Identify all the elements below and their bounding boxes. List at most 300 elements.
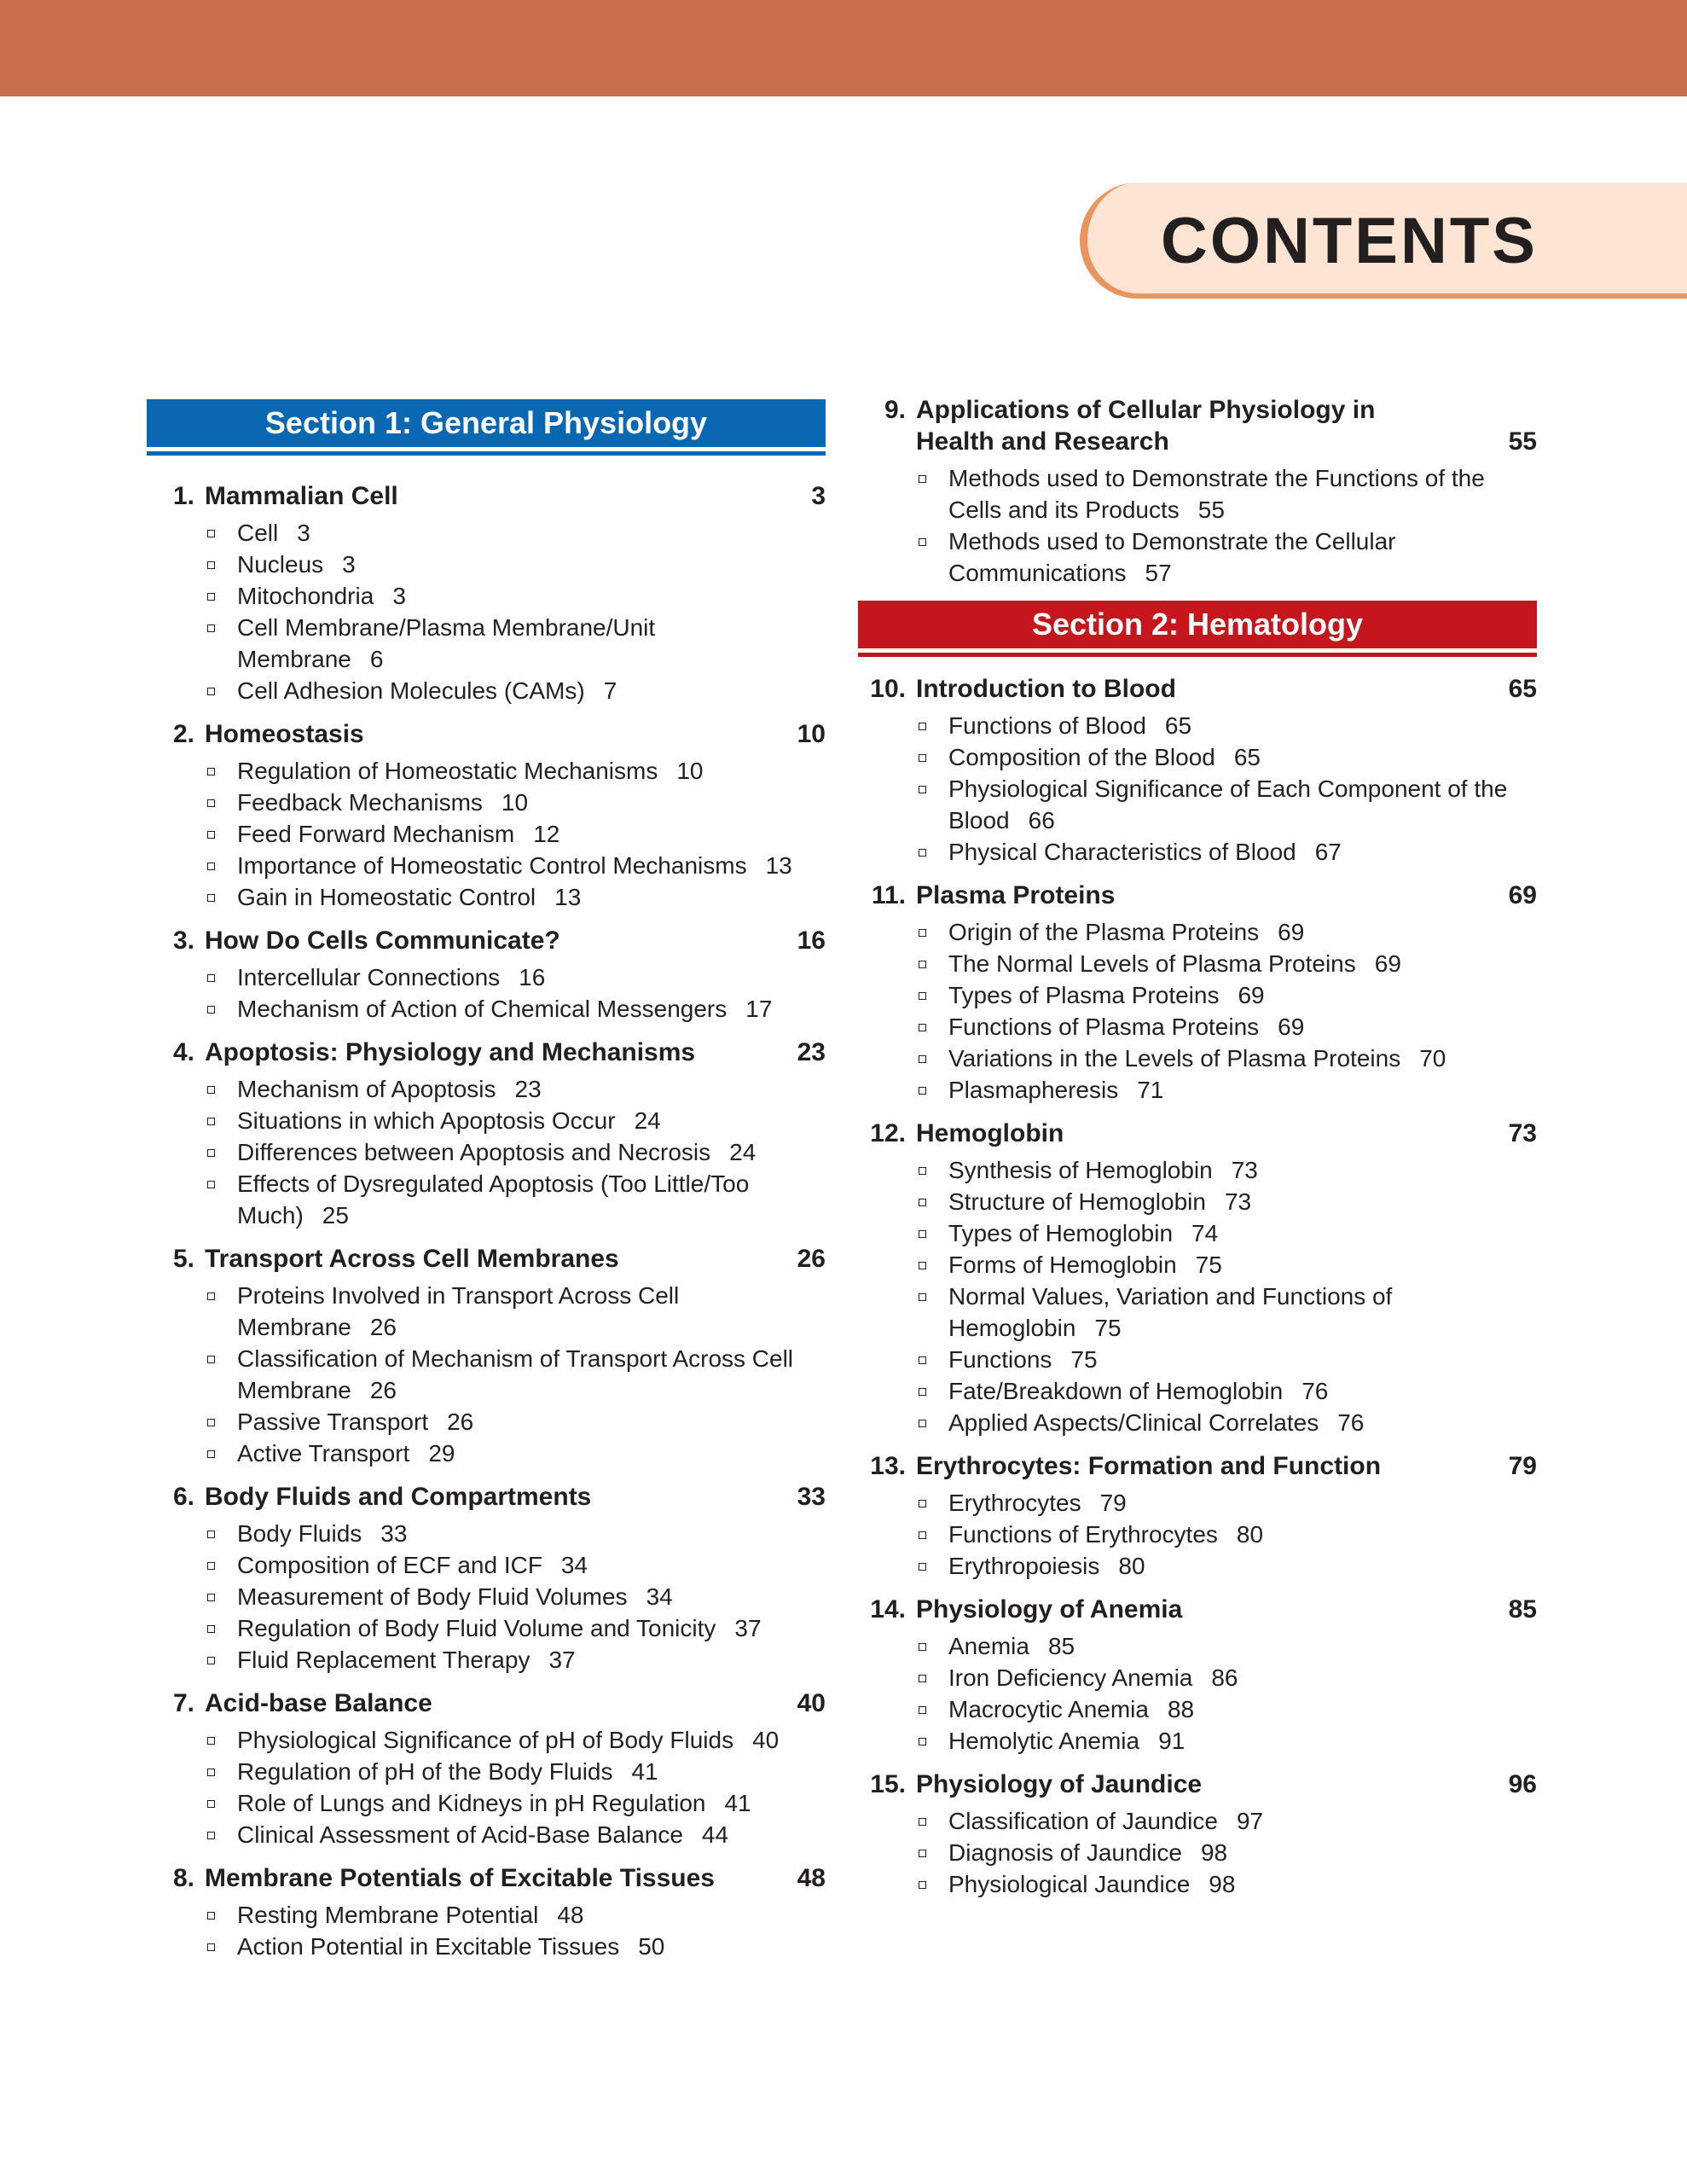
toc-chapter — [858, 1594, 1537, 1757]
topic-title: Functions of Plasma Proteins — [948, 1014, 1260, 1040]
toc-chapter — [147, 1481, 826, 1676]
topic-item[interactable] — [916, 1487, 1537, 1519]
chapter-page-number: 69 — [1508, 881, 1537, 909]
topic-item[interactable] — [916, 1154, 1537, 1186]
topic-page-number: 69 — [1374, 950, 1401, 977]
chapter-number: 5. — [172, 1245, 194, 1273]
topic-page-number: 34 — [560, 1552, 588, 1578]
toc-chapter — [858, 1769, 1537, 1900]
chapter-heading[interactable] — [147, 1243, 826, 1275]
chapter-heading[interactable] — [147, 925, 826, 956]
topic-item[interactable] — [205, 755, 826, 787]
topic-page-number: 24 — [634, 1107, 661, 1134]
chapter-page-number: 96 — [1508, 1770, 1537, 1798]
square-bullet-icon — [919, 992, 926, 1000]
chapter-number: 10. — [870, 675, 906, 703]
chapter-page-number: 85 — [1508, 1595, 1537, 1623]
topic-title: Regulation of Homeostatic Mechanisms — [237, 758, 658, 784]
topic-item[interactable] — [205, 1518, 826, 1549]
chapter-page-number: 55 — [1508, 427, 1537, 456]
topic-page-number: 97 — [1236, 1808, 1264, 1834]
topic-title: Macrocytic Anemia — [948, 1696, 1149, 1722]
topic-item[interactable] — [916, 979, 1537, 1011]
topic-title: Fluid Replacement Therapy — [237, 1647, 530, 1673]
chapter-number: 4. — [172, 1038, 194, 1066]
topic-page-number: 65 — [1164, 712, 1192, 739]
topic-page-number: 26 — [369, 1314, 397, 1340]
square-bullet-icon — [919, 1388, 926, 1396]
square-bullet-icon — [919, 1881, 926, 1889]
topic-title: Functions — [948, 1346, 1052, 1373]
topic-page-number: 79 — [1099, 1490, 1127, 1516]
square-bullet-icon — [919, 1024, 926, 1031]
square-bullet-icon — [207, 1943, 215, 1951]
topic-item[interactable] — [916, 526, 1537, 589]
topic-page-number: 73 — [1231, 1157, 1258, 1183]
chapter-number: 3. — [172, 926, 194, 955]
topic-title: Functions of Blood — [948, 712, 1146, 739]
topic-title: Fate/Breakdown of Hemoglobin — [948, 1378, 1284, 1404]
topic-item[interactable] — [205, 993, 826, 1025]
chapter-title: Membrane Potentials of Excitable Tissues — [205, 1864, 715, 1892]
square-bullet-icon — [207, 1800, 215, 1808]
chapter-title: Mammalian Cell — [205, 482, 398, 510]
toc-chapter — [147, 1243, 826, 1469]
topic-item[interactable] — [205, 1105, 826, 1136]
chapter-number: 9. — [884, 396, 906, 424]
chapter-page-number: 73 — [1508, 1119, 1537, 1147]
topic-title: Regulation of pH of the Body Fluids — [237, 1758, 613, 1785]
topic-page-number: 66 — [1028, 807, 1055, 834]
topic-item[interactable] — [916, 1837, 1537, 1868]
topic-title: Mechanism of Apoptosis — [237, 1076, 496, 1102]
topic-list — [147, 961, 826, 1025]
square-bullet-icon — [919, 1293, 926, 1301]
square-bullet-icon — [919, 1563, 926, 1571]
topic-title: Normal Values, Variation and Functions of Hemoglobin — [948, 1283, 1393, 1341]
topic-title: Methods used to Demonstrate the Cellular Communications — [948, 528, 1396, 586]
square-bullet-icon — [919, 538, 926, 546]
toc-chapter — [147, 718, 826, 913]
square-bullet-icon — [207, 1625, 215, 1633]
topic-title: Mechanism of Action of Chemical Messengers — [237, 996, 728, 1022]
topic-title: Resting Membrane Potential — [237, 1902, 539, 1928]
chapter-number: 11. — [871, 881, 906, 909]
topic-item[interactable] — [205, 1406, 826, 1438]
right-chapter-list — [858, 673, 1537, 1900]
chapter-page-number: 33 — [797, 1483, 826, 1511]
square-bullet-icon — [207, 1594, 215, 1601]
chapter-heading[interactable] — [147, 1862, 826, 1894]
square-bullet-icon — [919, 1230, 926, 1238]
topic-page-number: 67 — [1314, 839, 1342, 865]
section-banner-general-physiology: Section 1: General Physiology — [147, 399, 826, 451]
topic-title: Cell Adhesion Molecules (CAMs) — [237, 677, 585, 704]
square-bullet-icon — [207, 1450, 215, 1458]
square-bullet-icon — [207, 688, 215, 695]
topic-page-number: 69 — [1238, 982, 1265, 1008]
topic-page-number: 75 — [1070, 1346, 1098, 1373]
square-bullet-icon — [919, 475, 926, 483]
topic-title: Role of Lungs and Kidneys in pH Regulation — [237, 1790, 706, 1816]
chapter-page-number: 10 — [797, 720, 826, 748]
topic-page-number: 7 — [603, 677, 617, 704]
square-bullet-icon — [207, 1912, 215, 1920]
topic-item[interactable] — [916, 710, 1537, 741]
chapter-page-number: 65 — [1508, 675, 1537, 703]
topic-page-number: 10 — [676, 758, 704, 784]
topic-item[interactable] — [916, 1693, 1537, 1725]
topic-item[interactable] — [205, 1899, 826, 1931]
topic-item[interactable] — [205, 881, 826, 913]
chapter-heading[interactable] — [147, 1037, 826, 1068]
square-bullet-icon — [919, 1675, 926, 1682]
topic-page-number: 57 — [1145, 560, 1172, 586]
topic-title: Applied Aspects/Clinical Correlates — [948, 1409, 1319, 1436]
topic-title: Variations in the Levels of Plasma Proteins — [948, 1045, 1401, 1072]
topic-title: Mitochondria — [237, 583, 374, 609]
square-bullet-icon — [207, 1006, 215, 1014]
page-title: CONTENTS — [1161, 205, 1538, 277]
topic-list — [858, 1805, 1537, 1900]
square-bullet-icon — [207, 863, 215, 870]
topic-item[interactable] — [205, 1136, 826, 1168]
square-bullet-icon — [919, 1167, 926, 1175]
chapter-title: Physiology of Anemia — [916, 1595, 1183, 1623]
toc-chapter — [147, 925, 826, 1025]
topic-page-number: 75 — [1195, 1252, 1222, 1278]
topic-title: Methods used to Demonstrate the Functions of the Cells and its Products — [948, 465, 1485, 523]
topic-list — [147, 755, 826, 913]
square-bullet-icon — [207, 831, 215, 839]
topic-title: Classification of Mechanism of Transport Across Cell Membrane — [237, 1345, 794, 1403]
topic-title: Differences between Apoptosis and Necrosis — [237, 1139, 711, 1165]
chapter-title: Hemoglobin — [916, 1119, 1064, 1147]
square-bullet-icon — [919, 786, 926, 793]
topic-item[interactable] — [205, 1168, 826, 1231]
chapter-number: 7. — [172, 1689, 194, 1717]
topic-item[interactable] — [205, 1280, 826, 1343]
topic-title: Active Transport — [237, 1440, 410, 1467]
topic-list — [147, 1073, 826, 1231]
topic-item[interactable] — [205, 1724, 826, 1756]
topic-list — [858, 1630, 1537, 1757]
topic-list — [147, 1518, 826, 1676]
topic-page-number: 26 — [447, 1409, 474, 1435]
topic-title: Synthesis of Hemoglobin — [948, 1157, 1213, 1183]
chapter-page-number: 16 — [797, 926, 826, 955]
topic-page-number: 75 — [1094, 1315, 1122, 1341]
topic-list — [147, 1899, 826, 1962]
chapter-title: Acid-base Balance — [205, 1689, 432, 1717]
topic-item[interactable] — [205, 1343, 826, 1406]
topic-list — [147, 1280, 826, 1469]
chapter-title: Homeostasis — [205, 720, 364, 748]
topic-item[interactable] — [916, 1630, 1537, 1662]
topic-page-number: 88 — [1167, 1696, 1195, 1722]
chapter-heading[interactable] — [147, 480, 826, 512]
topic-title: Composition of the Blood — [948, 744, 1215, 770]
chapter-title: Physiology of Jaundice — [916, 1770, 1203, 1798]
topic-page-number: 13 — [554, 884, 582, 910]
topic-page-number: 12 — [533, 821, 560, 847]
topic-item[interactable] — [916, 1550, 1537, 1582]
square-bullet-icon — [207, 593, 215, 601]
topic-page-number: 73 — [1224, 1188, 1252, 1215]
topic-page-number: 69 — [1278, 919, 1305, 945]
topic-page-number: 40 — [752, 1727, 780, 1753]
topic-item[interactable] — [205, 612, 826, 675]
topic-page-number: 44 — [701, 1821, 729, 1848]
topic-title: Measurement of Body Fluid Volumes — [237, 1583, 628, 1610]
topic-page-number: 6 — [369, 646, 384, 672]
square-bullet-icon — [207, 624, 215, 632]
topic-page-number: 41 — [631, 1758, 658, 1785]
topic-page-number: 70 — [1419, 1045, 1446, 1072]
square-bullet-icon — [207, 1086, 215, 1094]
topic-item[interactable] — [916, 1281, 1537, 1344]
topic-page-number: 37 — [734, 1615, 762, 1641]
topic-page-number: 24 — [729, 1139, 757, 1165]
square-bullet-icon — [919, 929, 926, 937]
topic-title: Physiological Significance of Each Component of the Blood — [948, 775, 1508, 834]
topic-page-number: 16 — [519, 964, 546, 990]
topic-page-number: 37 — [548, 1647, 576, 1673]
chapter-title: How Do Cells Communicate? — [205, 926, 560, 955]
topic-title: The Normal Levels of Plasma Proteins — [948, 950, 1356, 977]
square-bullet-icon — [919, 1850, 926, 1857]
topic-page-number: 91 — [1158, 1728, 1186, 1754]
right-chapter-9 — [858, 394, 1537, 589]
topic-item[interactable] — [916, 1805, 1537, 1837]
square-bullet-icon — [919, 1055, 926, 1063]
square-bullet-icon — [207, 1118, 215, 1125]
topic-item[interactable] — [205, 1073, 826, 1105]
topic-title: Types of Plasma Proteins — [948, 982, 1220, 1008]
square-bullet-icon — [207, 799, 215, 807]
topic-item[interactable] — [916, 1217, 1537, 1249]
chapter-heading[interactable] — [858, 880, 1537, 911]
topic-item[interactable] — [916, 1519, 1537, 1550]
topic-page-number: 76 — [1337, 1409, 1365, 1436]
topic-title: Body Fluids — [237, 1520, 362, 1547]
chapter-page-number: 40 — [797, 1689, 826, 1717]
topic-page-number: 26 — [369, 1377, 397, 1403]
topic-list — [858, 916, 1537, 1106]
topic-page-number: 69 — [1278, 1014, 1305, 1040]
square-bullet-icon — [919, 754, 926, 762]
square-bullet-icon — [919, 1199, 926, 1206]
topic-item[interactable] — [916, 1344, 1537, 1375]
topic-title: Nucleus — [237, 551, 324, 578]
topic-item[interactable] — [205, 1931, 826, 1962]
topic-page-number: 80 — [1236, 1521, 1264, 1548]
topic-item[interactable] — [205, 580, 826, 612]
topic-item[interactable] — [916, 916, 1537, 948]
topic-item[interactable] — [916, 1662, 1537, 1693]
chapter-heading[interactable] — [858, 1450, 1537, 1482]
topic-page-number: 3 — [392, 583, 406, 609]
topic-page-number: 29 — [428, 1440, 455, 1467]
topic-page-number: 23 — [514, 1076, 542, 1102]
chapter-page-number: 23 — [797, 1038, 826, 1066]
square-bullet-icon — [919, 1706, 926, 1714]
topic-item[interactable] — [205, 1581, 826, 1612]
chapter-title: Apoptosis: Physiology and Mechanisms — [205, 1038, 696, 1066]
topic-page-number: 85 — [1047, 1633, 1075, 1659]
topic-item[interactable] — [916, 1375, 1537, 1407]
topic-title: Types of Hemoglobin — [948, 1220, 1174, 1246]
topic-page-number: 80 — [1118, 1553, 1145, 1579]
topic-item[interactable] — [916, 462, 1537, 526]
chapter-heading[interactable] — [858, 1594, 1537, 1625]
square-bullet-icon — [207, 530, 215, 537]
top-color-bar — [0, 0, 1687, 96]
topic-title: Feed Forward Mechanism — [237, 821, 515, 847]
toc-chapter — [147, 1687, 826, 1850]
square-bullet-icon — [919, 961, 926, 968]
square-bullet-icon — [207, 1419, 215, 1426]
chapter-page-number: 26 — [797, 1245, 826, 1273]
chapter-number: 15. — [870, 1770, 906, 1798]
topic-item[interactable] — [916, 1186, 1537, 1217]
square-bullet-icon — [919, 849, 926, 857]
topic-item[interactable] — [916, 773, 1537, 836]
chapter-heading[interactable] — [147, 718, 826, 750]
topic-list — [858, 1487, 1537, 1582]
topic-item[interactable] — [916, 1407, 1537, 1438]
topic-title: Erythrocytes — [948, 1490, 1081, 1516]
topic-item[interactable] — [205, 517, 826, 549]
square-bullet-icon — [919, 723, 926, 730]
square-bullet-icon — [207, 561, 215, 569]
chapter-number: 13. — [870, 1452, 906, 1480]
topic-item[interactable] — [205, 1612, 826, 1644]
topic-title: Intercellular Connections — [237, 964, 501, 990]
chapter-heading[interactable] — [858, 1118, 1537, 1149]
topic-item[interactable] — [916, 948, 1537, 979]
topic-item[interactable] — [916, 1074, 1537, 1106]
topic-item[interactable] — [205, 1787, 826, 1819]
topic-title: Erythropoiesis — [948, 1553, 1100, 1579]
chapter-number: 14. — [870, 1595, 906, 1623]
square-bullet-icon — [919, 1087, 926, 1095]
chapter-heading[interactable] — [147, 1481, 826, 1513]
topic-item[interactable] — [205, 850, 826, 881]
topic-title: Physical Characteristics of Blood — [948, 839, 1296, 865]
topic-item[interactable] — [205, 961, 826, 993]
topic-page-number: 3 — [342, 551, 356, 578]
topic-item[interactable] — [205, 818, 826, 850]
topic-page-number: 74 — [1191, 1220, 1219, 1246]
square-bullet-icon — [919, 1643, 926, 1651]
topic-item[interactable] — [916, 741, 1537, 773]
topic-title: Functions of Erythrocytes — [948, 1521, 1218, 1548]
topic-item[interactable] — [916, 836, 1537, 868]
chapter-number: 2. — [172, 720, 194, 748]
square-bullet-icon — [207, 1531, 215, 1538]
topic-title: Physiological Jaundice — [948, 1871, 1191, 1897]
toc-chapter — [858, 880, 1537, 1106]
topic-title: Cell Membrane/Plasma Membrane/Unit Membrane — [237, 614, 656, 672]
right-column — [858, 394, 1537, 1912]
topic-page-number: 65 — [1233, 744, 1261, 770]
toc-chapter — [147, 1037, 826, 1231]
chapter-title: Body Fluids and Compartments — [205, 1483, 592, 1511]
topic-page-number: 41 — [724, 1790, 751, 1816]
topic-title: Forms of Hemoglobin — [948, 1252, 1177, 1278]
topic-item[interactable] — [916, 1868, 1537, 1900]
topic-title: Composition of ECF and ICF — [237, 1552, 542, 1578]
topic-item[interactable] — [916, 1249, 1537, 1281]
toc-chapter — [858, 394, 1537, 589]
chapter-heading[interactable] — [858, 673, 1537, 705]
topic-item[interactable] — [205, 1756, 826, 1787]
topic-item[interactable] — [205, 549, 826, 580]
toc-chapter — [858, 1118, 1537, 1438]
topic-title: Structure of Hemoglobin — [948, 1188, 1206, 1215]
chapter-page-number: 79 — [1508, 1452, 1537, 1480]
topic-item[interactable] — [205, 1644, 826, 1676]
chapter-heading[interactable] — [858, 1769, 1537, 1800]
topic-page-number: 71 — [1137, 1077, 1164, 1103]
topic-title: Gain in Homeostatic Control — [237, 884, 536, 910]
chapter-title: Introduction to Blood — [916, 675, 1176, 703]
square-bullet-icon — [919, 1420, 926, 1427]
topic-item[interactable] — [205, 787, 826, 818]
square-bullet-icon — [919, 1356, 926, 1364]
chapter-heading[interactable] — [147, 1687, 826, 1719]
chapter-number: 6. — [172, 1483, 194, 1511]
topic-title: Action Potential in Excitable Tissues — [237, 1933, 620, 1960]
topic-item[interactable] — [916, 1043, 1537, 1074]
square-bullet-icon — [207, 894, 215, 902]
topic-item[interactable] — [205, 675, 826, 706]
topic-item[interactable] — [205, 1438, 826, 1469]
square-bullet-icon — [919, 1531, 926, 1539]
square-bullet-icon — [207, 1562, 215, 1570]
topic-title: Origin of the Plasma Proteins — [948, 919, 1260, 945]
topic-page-number: 98 — [1209, 1871, 1236, 1897]
topic-title: Importance of Homeostatic Control Mechanisms — [237, 852, 747, 879]
topic-item[interactable] — [916, 1725, 1537, 1757]
chapter-number: 1. — [172, 482, 194, 510]
topic-title: Classification of Jaundice — [948, 1808, 1218, 1834]
chapter-heading[interactable] — [858, 394, 1537, 457]
topic-page-number: 48 — [557, 1902, 584, 1928]
topic-item[interactable] — [916, 1011, 1537, 1043]
toc-chapter — [858, 1450, 1537, 1582]
topic-item[interactable] — [205, 1549, 826, 1581]
topic-page-number: 86 — [1211, 1664, 1238, 1691]
topic-title: Diagnosis of Jaundice — [948, 1839, 1182, 1866]
topic-title: Iron Deficiency Anemia — [948, 1664, 1193, 1691]
section-banner-hematology: Section 2: Hematology — [858, 601, 1537, 653]
topic-page-number: 55 — [1197, 497, 1225, 523]
square-bullet-icon — [919, 1500, 926, 1507]
toc-chapter — [147, 480, 826, 706]
topic-item[interactable] — [205, 1819, 826, 1850]
toc-chapter — [147, 1862, 826, 1962]
topic-page-number: 17 — [745, 996, 773, 1022]
topic-title: Physiological Significance of pH of Body Fluids — [237, 1727, 734, 1753]
topic-list — [858, 710, 1537, 868]
chapter-number: 12. — [870, 1119, 906, 1147]
square-bullet-icon — [207, 1181, 215, 1188]
topic-title: Passive Transport — [237, 1409, 429, 1435]
chapter-page-number: 48 — [797, 1864, 826, 1892]
topic-title: Anemia — [948, 1633, 1029, 1659]
